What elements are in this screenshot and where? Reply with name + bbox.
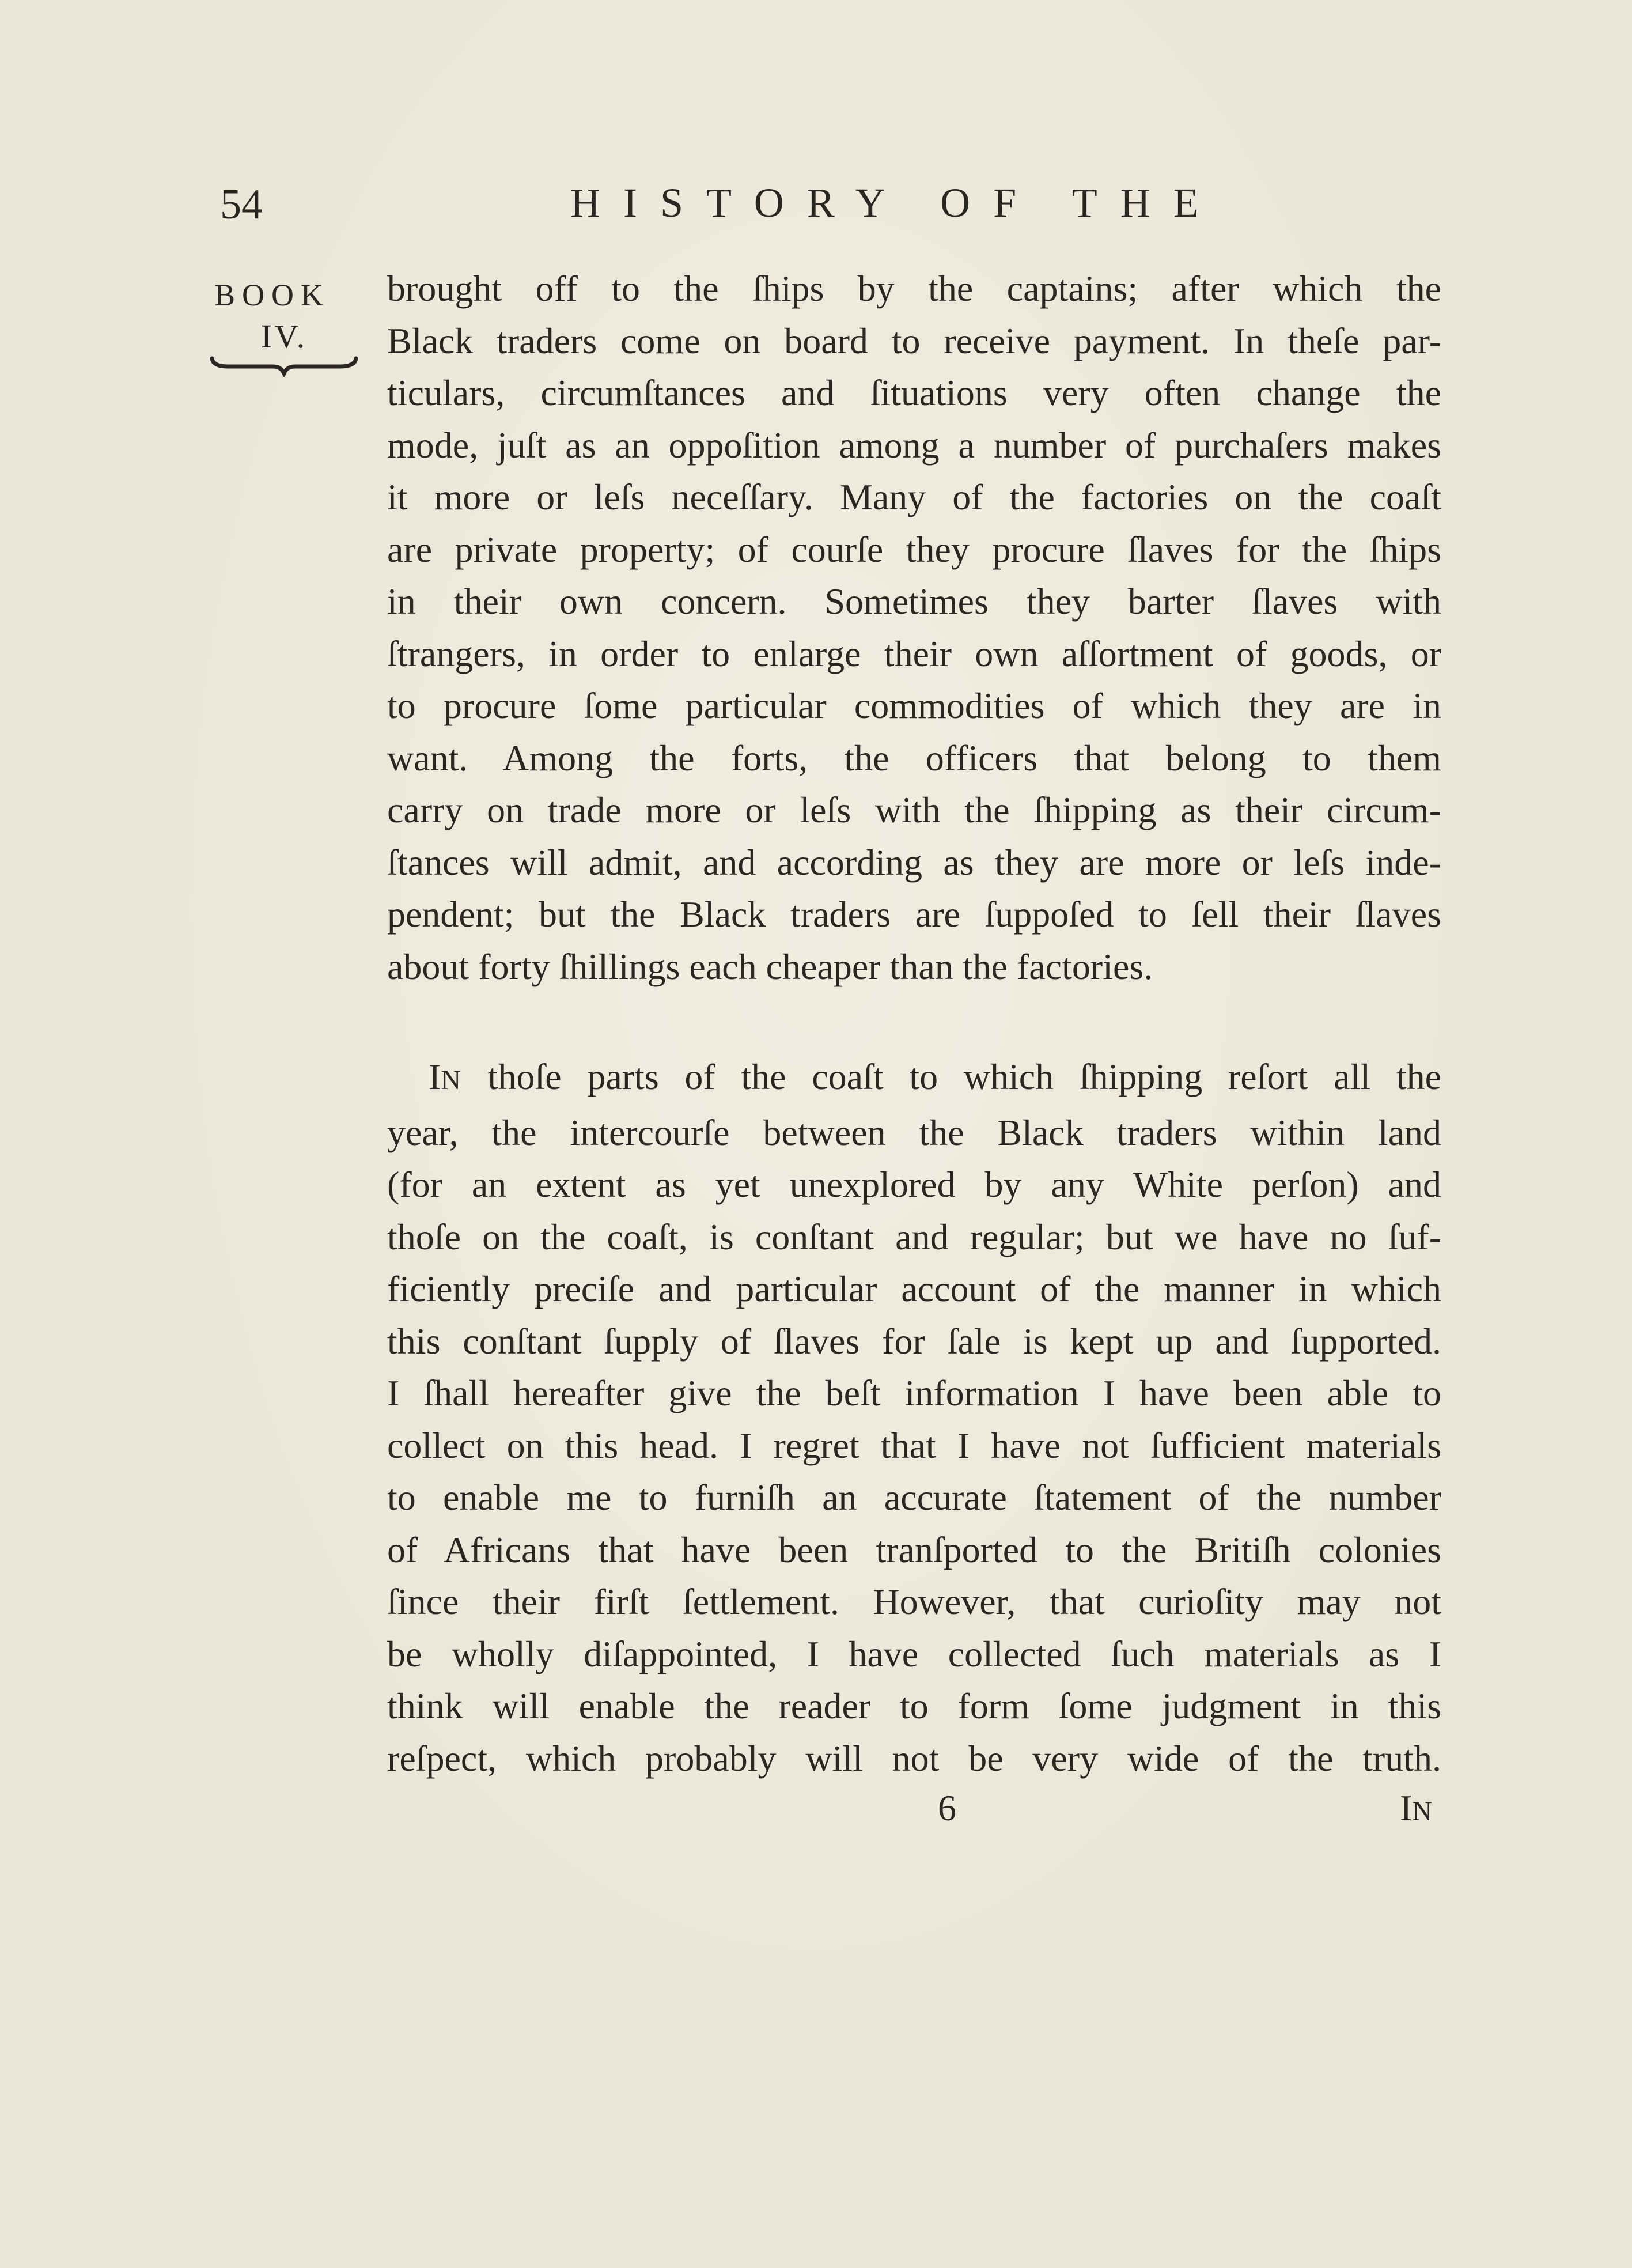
margin-brace-icon [209,354,359,377]
text-line: be wholly diſappointed, I have collected ſuch materials as I [387,1633,1441,1674]
text-line: about forty ſhillings each cheaper than the factories. [387,946,1153,987]
text-line: Black traders come on board to receive payment. In theſe par- [387,320,1441,361]
text-line: are private property; of courſe they procure ſlaves for the ſhips [387,528,1441,570]
book-number: IV. [260,317,308,355]
initial-letter: I [429,1056,441,1097]
text-line: ticulars, circumſtances and ſituations very often change the [387,372,1441,413]
text-line: ſince their firſt ſettlement. However, that curioſity may not [387,1581,1441,1622]
running-title: HISTORY OF THE [570,180,1222,226]
text-line: ſtances will admit, and according as they are more or leſs inde- [387,841,1441,883]
text-line: I ſhall hereafter give the beſt information I have been able to [387,1373,1441,1413]
catchword-initial: I [1400,1787,1413,1828]
text-line: reſpect, which probably will not be very wide of the truth. [387,1737,1441,1779]
signature-mark: 6 [938,1787,956,1828]
text-line: collect on this head. I regret that I have not ſufficient materials [387,1424,1441,1466]
paragraph-2 [387,1051,1441,1785]
text-line-first [387,1051,1441,1107]
text-line: of Africans that have been tranſported to the Britiſh colonies [387,1529,1441,1570]
text-line: pendent; but the Black traders are ſuppoſed to ſell their ſlaves [387,894,1441,935]
text-line: to procure ſome particular commodities of which they are in [387,685,1441,726]
text-line: it more or leſs neceſſary. Many of the factories on the coaſt [387,477,1441,517]
text-line: to enable me to furniſh an accurate ſtatement of the number [387,1477,1441,1518]
text-line: (for an extent as yet unexplored by any White perſon) and [387,1164,1441,1205]
text-line: ſtrangers, in order to enlarge their own aſſortment of goods, or [387,633,1441,674]
text-line: mode, juſt as an oppoſition among a number of purchaſers makes [387,424,1441,466]
paragraph-1 [387,263,1441,993]
catchword [1400,1787,1433,1828]
text-line: year, the intercourſe between the Black traders within land [387,1112,1441,1153]
text-line: want. Among the forts, the officers that belong to them [387,737,1441,778]
text-line: thoſe on the coaſt, is conſtant and regular; but we have no ſuf- [387,1216,1441,1257]
text-line: this conſtant ſupply of ſlaves for ſale is kept up and ſupported. [387,1320,1441,1362]
margin-note [212,272,362,377]
text-line: brought off to the ſhips by the captains; after which the [387,268,1441,309]
catchword-small-caps: N [1412,1796,1433,1827]
text-line: ficiently preciſe and particular account of the manner in which [387,1268,1441,1309]
text-line: think will enable the reader to form ſome judgment in this [387,1685,1441,1726]
initial-small-caps: N [441,1065,462,1095]
text-line: in their own concern. Sometimes they barter ſlaves with [387,581,1441,622]
first-line-text: thoſe parts of the coaſt to which ſhipping reſort all the [461,1056,1441,1097]
book-label: BOOK [214,278,331,312]
page-number: 54 [220,181,263,228]
text-line: carry on trade more or leſs with the ſhipping as their circum- [387,789,1441,830]
